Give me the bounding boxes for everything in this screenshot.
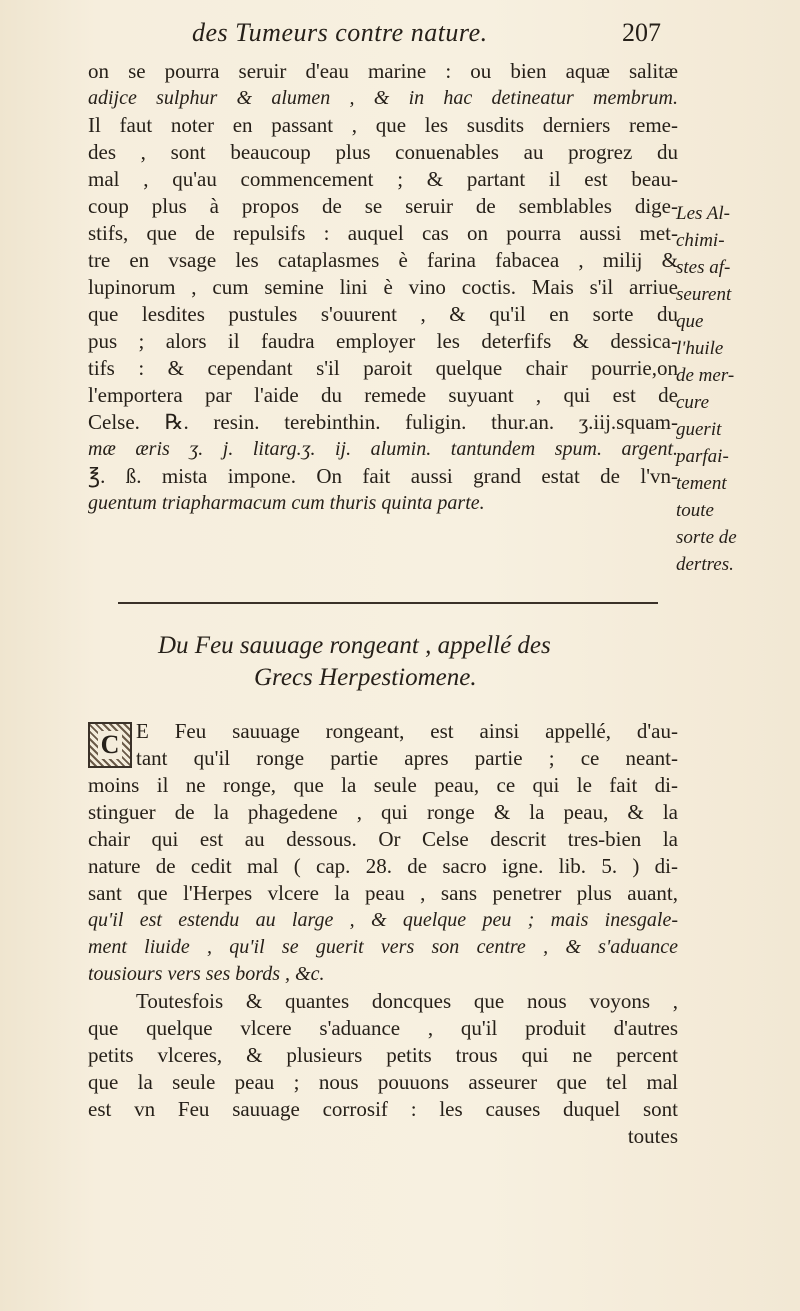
text-line: est vn Feu sauuage corrosif : les causes duquel sont <box>88 1097 678 1121</box>
text-line: stifs, que de repulsifs : auquel cas on pourra aussi met- <box>88 221 678 245</box>
section-title: Du Feu sauuage rongeant , appellé des <box>158 632 551 659</box>
text-line: tant qu'il ronge partie apres partie ; ce neant- <box>136 746 678 770</box>
page-number: 207 <box>622 18 661 47</box>
text-line: on se pourra seruir d'eau marine : ou bien aquæ salitæ <box>88 59 678 83</box>
text-line: lupinorum , cum semine lini è vino coctis. Mais s'il arriue <box>88 275 678 299</box>
text-line: mal , qu'au commencement ; & partant il est beau- <box>88 167 678 191</box>
margin-note-line: que <box>676 311 704 332</box>
text-line: adijce sulphur & alumen , & in hac detineatur membrum. <box>88 87 678 109</box>
text-line: sant que l'Herpes vlcere la peau , sans penetrer plus auant, <box>88 881 678 905</box>
text-line: que lesdites pustules s'ouurent , & qu'il en sorte du <box>88 302 678 326</box>
text-line: des , sont beaucoup plus conuenables au progrez du <box>88 140 678 164</box>
text-line: qu'il est estendu au large , & quelque peu ; mais inesgale- <box>88 909 678 931</box>
margin-note-line: cure <box>676 392 710 413</box>
margin-note <box>676 200 796 578</box>
margin-note-line: guerit <box>676 419 722 440</box>
text-line: mæ æris ʒ. j. litarg.ʒ. ij. alumin. tantundem spum. argent. <box>88 438 678 460</box>
margin-note-line: l'huile <box>676 338 724 359</box>
text-line: que quelque vlcere s'aduance , qu'il produit d'autres <box>88 1016 678 1040</box>
text-line: coup plus à propos de se seruir de semblables dige- <box>88 194 678 218</box>
section-divider <box>118 602 658 604</box>
section-title-continued: Grecs Herpestiomene. <box>254 664 477 691</box>
text-line: ℥. ß. mista impone. On fait aussi grand estat de l'vn- <box>88 464 678 488</box>
text-line: petits vlceres, & plusieurs petits trous qui ne percent <box>88 1043 678 1067</box>
margin-note-line: tement <box>676 473 727 494</box>
margin-note-line: seurent <box>676 284 732 305</box>
margin-note-line: Les Al- <box>676 203 731 224</box>
margin-note-line: sorte de <box>676 527 737 548</box>
body-text-top <box>88 58 678 517</box>
text-line: tousiours vers ses bords , &c. <box>88 963 325 985</box>
text-line: Celse. ℞. resin. terebinthin. fuligin. thur.an. ʒ.iij.squam- <box>88 410 678 434</box>
text-line: guentum triapharmacum cum thuris quinta parte. <box>88 492 485 514</box>
body-text-section <box>88 718 678 1150</box>
dropcap-letter: C <box>98 731 123 759</box>
margin-note-line: de mer- <box>676 365 735 386</box>
margin-note-line: chimi- <box>676 230 725 251</box>
text-line: que la seule peau ; nous pouuons asseurer que tel mal <box>88 1070 678 1094</box>
text-line: tre en vsage les cataplasmes è farina fabacea , milij & <box>88 248 678 272</box>
text-line: tifs : & cependant s'il paroit quelque chair pourrie,on <box>88 356 678 380</box>
margin-note-line: toute <box>676 500 714 521</box>
text-line: moins il ne ronge, que la seule peau, ce qui le fait di- <box>88 773 678 797</box>
text-line: chair qui est au dessous. Or Celse descrit tres-bien la <box>88 827 678 851</box>
margin-note-line: stes af- <box>676 257 731 278</box>
running-head: des Tumeurs contre nature. <box>192 18 488 47</box>
text-line: Il faut noter en passant , que les susdits derniers reme- <box>88 113 678 137</box>
catchword: toutes <box>627 1124 678 1148</box>
margin-note-line: dertres. <box>676 554 734 575</box>
text-line: Toutesfois & quantes doncques que nous voyons , <box>136 989 678 1013</box>
text-line: nature de cedit mal ( cap. 28. de sacro igne. lib. 5. ) di- <box>88 854 678 878</box>
text-line: ment liuide , qu'il se guerit vers son centre , & s'aduance <box>88 936 678 958</box>
text-line: pus ; alors il faudra employer les deterfifs & dessica- <box>88 329 678 353</box>
text-line: l'emportera par l'aide du remede suyuant , qui est de <box>88 383 678 407</box>
text-line: stinguer de la phagedene , qui ronge & la peau, & la <box>88 800 678 824</box>
margin-note-line: parfai- <box>676 446 729 467</box>
text-line: E Feu sauuage rongeant, est ainsi appellé, d'au- <box>136 719 678 743</box>
